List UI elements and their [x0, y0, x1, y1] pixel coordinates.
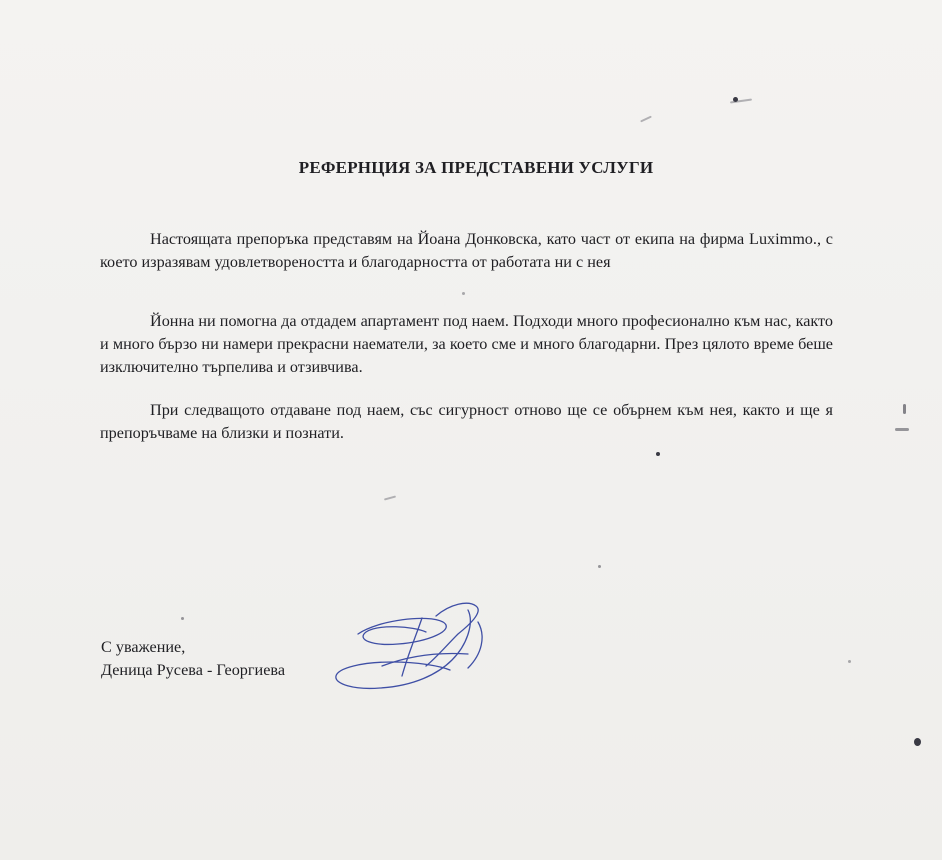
closing-block — [101, 636, 285, 682]
scan-speck — [598, 565, 601, 568]
scan-speck — [848, 660, 851, 663]
scan-speck — [733, 97, 738, 102]
document-title: РЕФЕРНЦИЯ ЗА ПРЕДСТАВЕНИ УСЛУГИ — [298, 158, 654, 177]
scan-speck — [181, 617, 184, 620]
scan-speck — [914, 738, 921, 746]
signatory-name: Деница Русева - Георгиева — [101, 661, 286, 679]
scan-speck — [462, 292, 465, 295]
scan-mark — [384, 495, 396, 500]
scan-speck — [895, 428, 909, 431]
scan-mark — [640, 116, 652, 123]
paragraph-service-description: Йонна ни помогна да отдадем апартамент под наем. Подходи много професионално към нас, както и много бързо ни намери прекрасни наематели, за което сме и много благодарни. През цялото време беше изключително търпелива и отзивчива. — [100, 312, 833, 376]
salutation: С уважение, — [101, 638, 186, 656]
paragraph-recommendation: При следващото отдаване под наем, със сигурност отново ще се обърнем към нея, както и ще я препоръчваме на близки и познати. — [100, 401, 833, 442]
scan-speck — [903, 404, 906, 414]
scan-speck — [656, 452, 660, 456]
handwritten-signature — [318, 592, 503, 702]
paragraph-introduction: Настоящата препоръка представям на Йоана Донковска, като част от екипа на фирма Luximmo., с което изразявам удовлетвореността и благодарността от работата ни с нея — [100, 230, 833, 271]
